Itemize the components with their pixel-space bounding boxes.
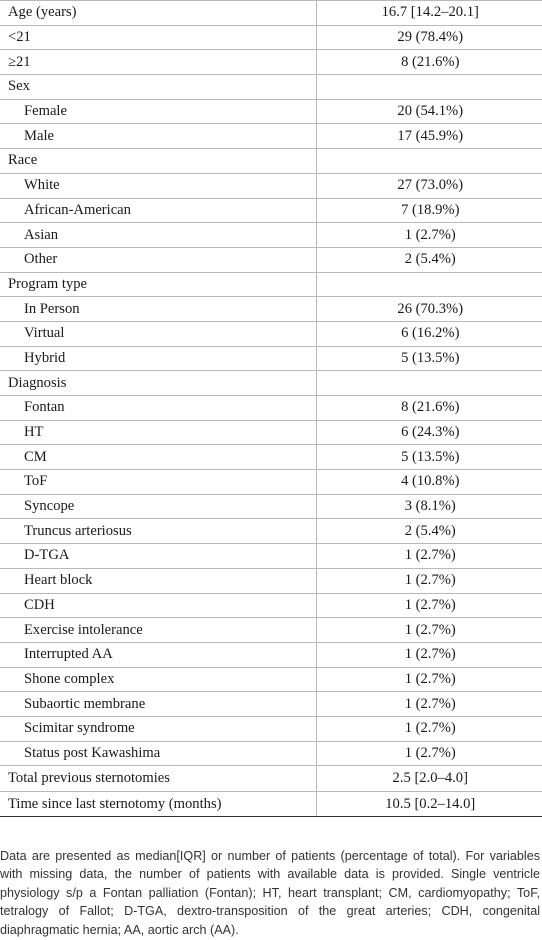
table-row [0, 1, 542, 26]
row-value: 1 (2.7%) [316, 618, 542, 643]
table-row [0, 470, 542, 495]
row-value: 1 (2.7%) [316, 593, 542, 618]
row-label: Race [0, 149, 316, 174]
row-value: 2 (5.4%) [316, 247, 542, 272]
row-label: Time since last sternotomy (months) [0, 791, 316, 817]
row-value: 8 (21.6%) [316, 396, 542, 421]
row-value: 3 (8.1%) [316, 494, 542, 519]
table-row [0, 766, 542, 792]
table-row [0, 642, 542, 667]
row-value: 6 (24.3%) [316, 420, 542, 445]
table-row [0, 667, 542, 692]
table-row [0, 371, 542, 396]
table-body [0, 1, 542, 817]
row-value [316, 75, 542, 100]
row-value [316, 149, 542, 174]
row-value: 20 (54.1%) [316, 99, 542, 124]
row-value: 1 (2.7%) [316, 692, 542, 717]
table-row [0, 198, 542, 223]
table-row [0, 173, 542, 198]
row-value: 7 (18.9%) [316, 198, 542, 223]
row-label: Virtual [0, 321, 316, 346]
row-value: 1 (2.7%) [316, 667, 542, 692]
row-label: African-American [0, 198, 316, 223]
row-label: Fontan [0, 396, 316, 421]
row-label: ToF [0, 470, 316, 495]
row-value: 10.5 [0.2–14.0] [316, 791, 542, 817]
row-label: Syncope [0, 494, 316, 519]
table-row [0, 494, 542, 519]
row-value: 1 (2.7%) [316, 642, 542, 667]
table-row [0, 568, 542, 593]
row-value: 1 (2.7%) [316, 223, 542, 248]
row-value: 2.5 [2.0–4.0] [316, 766, 542, 792]
row-label: Age (years) [0, 1, 316, 26]
row-value: 4 (10.8%) [316, 470, 542, 495]
table-row [0, 741, 542, 766]
row-value: 26 (70.3%) [316, 297, 542, 322]
row-value: 16.7 [14.2–20.1] [316, 1, 542, 26]
row-label: Status post Kawashima [0, 741, 316, 766]
table-row [0, 692, 542, 717]
table-row [0, 124, 542, 149]
row-label: Male [0, 124, 316, 149]
table-row [0, 420, 542, 445]
row-label: Sex [0, 75, 316, 100]
row-label: D-TGA [0, 544, 316, 569]
table-row [0, 791, 542, 817]
table-row [0, 297, 542, 322]
row-label: Subaortic membrane [0, 692, 316, 717]
row-value [316, 371, 542, 396]
row-value: 29 (78.4%) [316, 25, 542, 50]
row-value: 1 (2.7%) [316, 568, 542, 593]
table-row [0, 75, 542, 100]
table-row [0, 223, 542, 248]
table-row [0, 544, 542, 569]
table-row [0, 25, 542, 50]
row-value: 5 (13.5%) [316, 445, 542, 470]
table-row [0, 519, 542, 544]
row-label: HT [0, 420, 316, 445]
row-label: CM [0, 445, 316, 470]
row-value: 1 (2.7%) [316, 544, 542, 569]
table-row [0, 149, 542, 174]
row-label: Other [0, 247, 316, 272]
row-label: Asian [0, 223, 316, 248]
row-label: <21 [0, 25, 316, 50]
table-row [0, 99, 542, 124]
row-value: 1 (2.7%) [316, 741, 542, 766]
row-label: Hybrid [0, 346, 316, 371]
row-value: 8 (21.6%) [316, 50, 542, 75]
row-value [316, 272, 542, 297]
row-value: 1 (2.7%) [316, 716, 542, 741]
table-row [0, 618, 542, 643]
row-value: 17 (45.9%) [316, 124, 542, 149]
table-row [0, 396, 542, 421]
row-label: Female [0, 99, 316, 124]
table-row [0, 321, 542, 346]
row-label: Program type [0, 272, 316, 297]
row-label: Total previous sternotomies [0, 766, 316, 792]
row-value: 27 (73.0%) [316, 173, 542, 198]
row-label: Interrupted AA [0, 642, 316, 667]
table-row [0, 50, 542, 75]
row-label: Scimitar syndrome [0, 716, 316, 741]
table-row [0, 716, 542, 741]
row-label: CDH [0, 593, 316, 618]
table-row [0, 445, 542, 470]
row-label: Truncus arteriosus [0, 519, 316, 544]
row-value: 6 (16.2%) [316, 321, 542, 346]
row-label: White [0, 173, 316, 198]
row-label: ≥21 [0, 50, 316, 75]
row-label: Shone complex [0, 667, 316, 692]
table-row [0, 247, 542, 272]
table-row [0, 272, 542, 297]
row-value: 5 (13.5%) [316, 346, 542, 371]
table-row [0, 346, 542, 371]
row-label: In Person [0, 297, 316, 322]
row-label: Diagnosis [0, 371, 316, 396]
row-value: 2 (5.4%) [316, 519, 542, 544]
table-footnote: Data are presented as median[IQR] or number of patients (percentage of total). For variables with missing data, the number of patients with available data is provided. Single ventricle physiology s/p a Fontan palliation (Fontan); HT, heart transplant; CM, cardiomyopathy; ToF, tetralogy of Fallot; D-TGA, dextro-transposition of the great arteries; CDH, congenital diaphragmatic hernia; AA, aortic arch (AA). [0, 848, 540, 937]
row-label: Exercise intolerance [0, 618, 316, 643]
row-label: Heart block [0, 568, 316, 593]
table-row [0, 593, 542, 618]
